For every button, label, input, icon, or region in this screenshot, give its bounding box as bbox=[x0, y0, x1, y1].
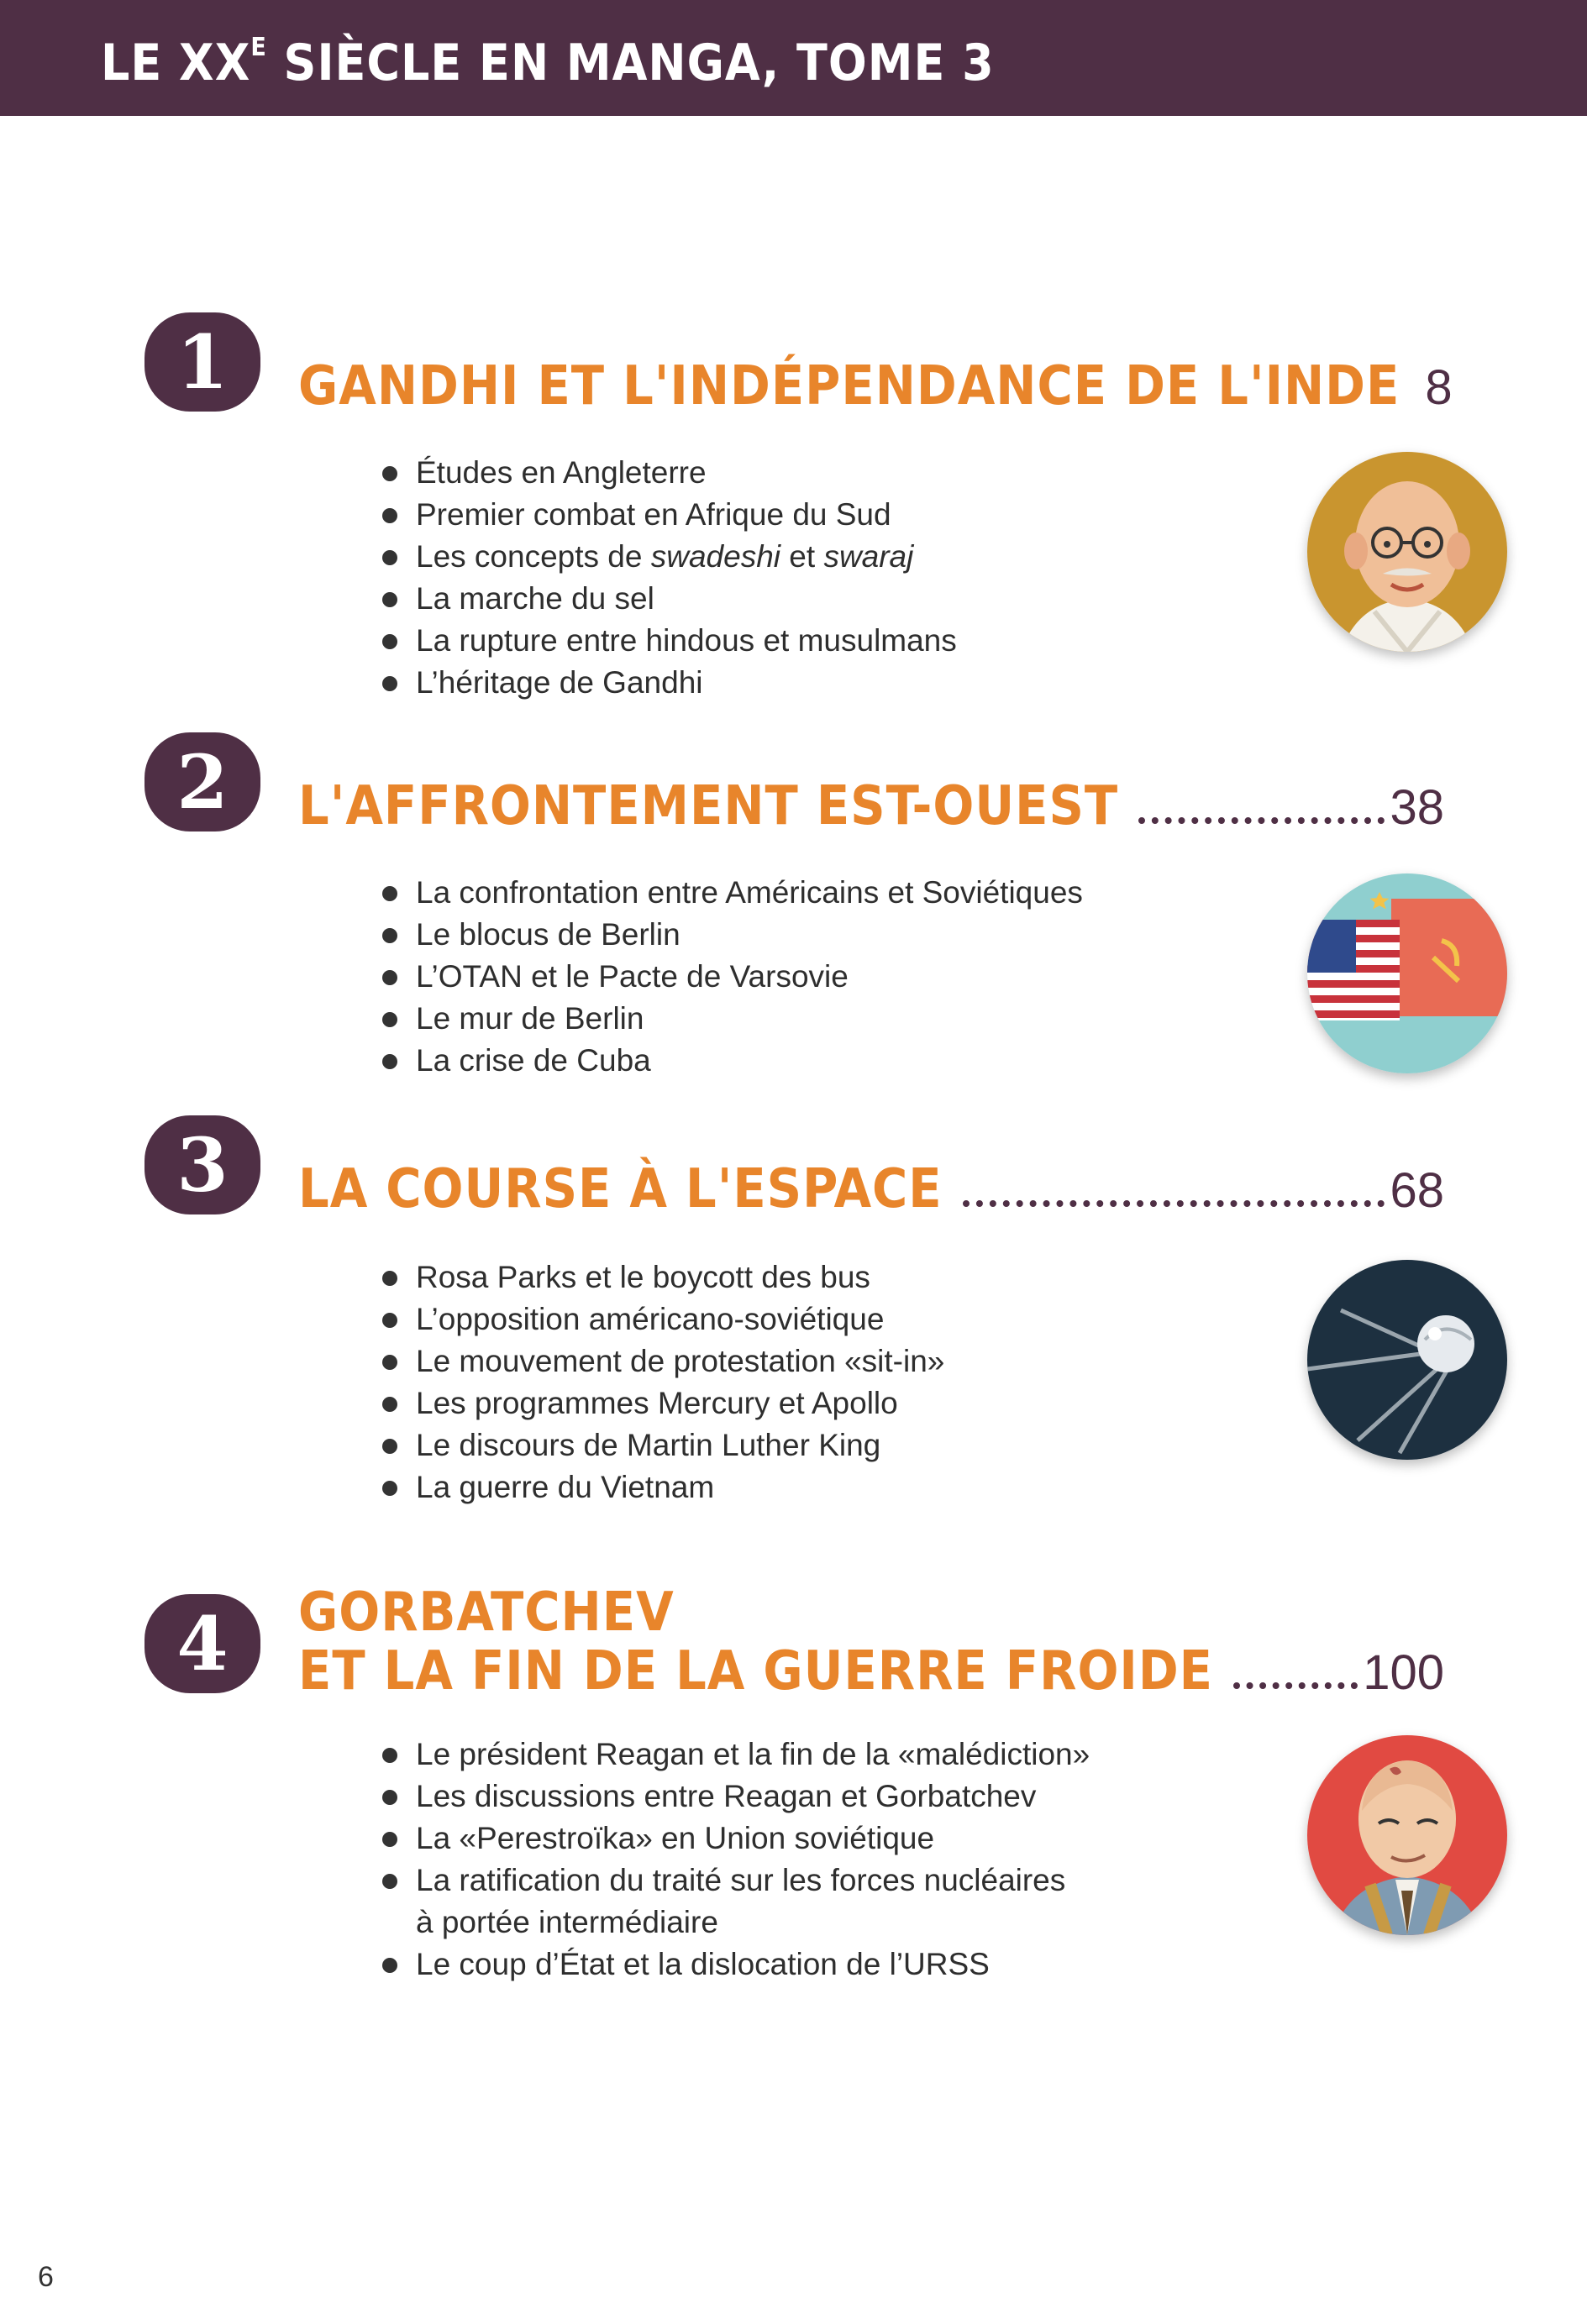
topic-list bbox=[382, 452, 957, 704]
list-item: Rosa Parks et le boycott des bus bbox=[382, 1256, 944, 1298]
chapter-heading-link[interactable] bbox=[298, 777, 1444, 836]
list-item: La crise de Cuba bbox=[382, 1040, 1083, 1082]
list-item: Le président Reagan et la fin de la «malédiction» bbox=[382, 1734, 1090, 1776]
list-item: La «Perestroïka» en Union soviétique bbox=[382, 1818, 1090, 1860]
list-item: Le coup d’État et la dislocation de l’URSS bbox=[382, 1944, 1090, 1986]
page-folio: 6 bbox=[38, 2261, 54, 2293]
list-item: L’héritage de Gandhi bbox=[382, 662, 957, 704]
chapter-number-badge: 4 bbox=[145, 1594, 260, 1693]
list-item: L’OTAN et le Pacte de Varsovie bbox=[382, 956, 1083, 998]
list-item: La marche du sel bbox=[382, 578, 957, 620]
list-item: Le mouvement de protestation «sit-in» bbox=[382, 1340, 944, 1382]
list-item: Le mur de Berlin bbox=[382, 998, 1083, 1040]
leader-dots bbox=[963, 1200, 1385, 1207]
page-number: 38 bbox=[1390, 780, 1444, 835]
page-number: 8 bbox=[1425, 360, 1453, 415]
chapter-number-badge: 2 bbox=[145, 732, 260, 831]
list-item: Les programmes Mercury et Apollo bbox=[382, 1382, 944, 1424]
list-item: Études en Angleterre bbox=[382, 452, 957, 494]
chapter-number-badge: 1 bbox=[145, 312, 260, 412]
list-item: La ratification du traité sur les forces nucléaires bbox=[382, 1860, 1090, 1902]
chapter-heading-link[interactable] bbox=[298, 1583, 1444, 1701]
topic-list bbox=[382, 872, 1083, 1082]
chapter-heading-link[interactable] bbox=[298, 1160, 1444, 1219]
topic-list bbox=[382, 1734, 1090, 1986]
gorbachev-portrait-icon bbox=[1307, 1735, 1507, 1935]
list-item: Les concepts de swadeshi et swaraj bbox=[382, 536, 957, 578]
chapter-title: GANDHI ET L'INDÉPENDANCE DE L'INDE bbox=[298, 355, 1400, 417]
list-item: La confrontation entre Américains et Soviétiques bbox=[382, 872, 1083, 914]
chapter-title: GORBATCHEV ET LA FIN DE LA GUERRE FROIDE bbox=[298, 1582, 1213, 1702]
page-number: 68 bbox=[1390, 1163, 1444, 1218]
list-item: La rupture entre hindous et musulmans bbox=[382, 620, 957, 662]
list-item: Le discours de Martin Luther King bbox=[382, 1424, 944, 1466]
chapter-title: LA COURSE À L'ESPACE bbox=[298, 1158, 943, 1220]
page-number: 100 bbox=[1363, 1645, 1444, 1700]
chapter-number-badge: 3 bbox=[145, 1115, 260, 1214]
book-title: LE $XX^E$ SIÈCLE EN MANGA, TOME 3 bbox=[101, 33, 995, 92]
topic-list bbox=[382, 1256, 944, 1508]
list-item: Premier combat en Afrique du Sud bbox=[382, 494, 957, 536]
leader-dots bbox=[1233, 1682, 1358, 1689]
gandhi-portrait-icon bbox=[1307, 452, 1507, 652]
chapter-title: L'AFFRONTEMENT EST-OUEST bbox=[298, 775, 1119, 837]
chapter-heading-link[interactable] bbox=[298, 355, 1453, 417]
usa-ussr-flags-icon bbox=[1307, 873, 1507, 1073]
leader-dots bbox=[1138, 817, 1385, 824]
sputnik-satellite-icon bbox=[1307, 1260, 1507, 1460]
list-item: La guerre du Vietnam bbox=[382, 1466, 944, 1508]
list-item-continuation: à portée intermédiaire bbox=[416, 1905, 718, 1939]
list-item: Le blocus de Berlin bbox=[382, 914, 1083, 956]
list-item: L’opposition américano-soviétique bbox=[382, 1298, 944, 1340]
list-item: Les discussions entre Reagan et Gorbatchev bbox=[382, 1776, 1090, 1818]
